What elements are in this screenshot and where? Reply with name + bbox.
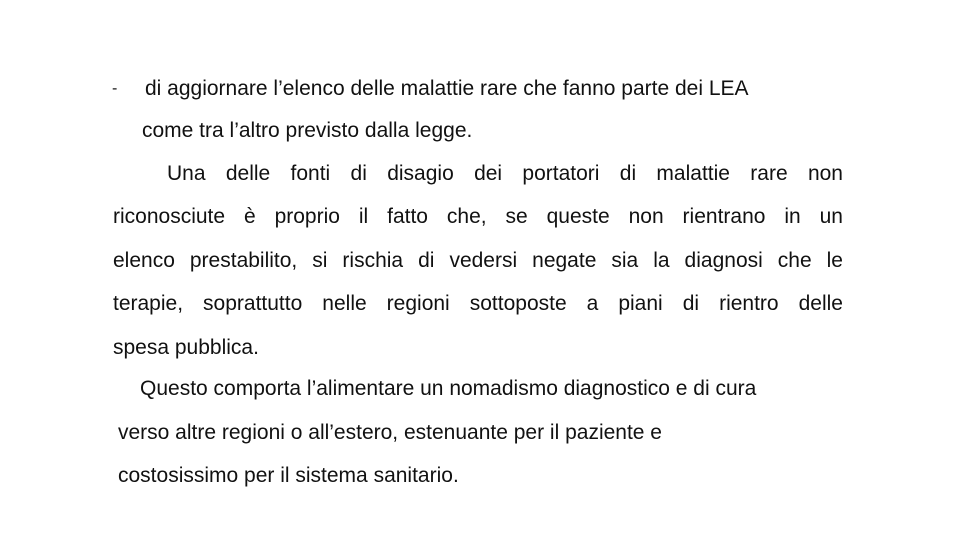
paragraph1-line-5: spesa pubblica. — [113, 336, 259, 359]
bullet-marker: - — [112, 80, 118, 97]
paragraph2-line-3: costosissimo per il sistema sanitario. — [118, 464, 459, 487]
paragraph2-line-1: Questo comporta l’alimentare un nomadismo diagnostico e di cura — [140, 377, 757, 400]
paragraph1-line-1: Una delle fonti di disagio dei portatori di malattie rare non — [167, 162, 843, 185]
paragraph1-line-3: elenco prestabilito, si rischia di vedersi negate sia la diagnosi che le — [113, 249, 843, 272]
paragraph2-line-2: verso altre regioni o all’estero, estenuante per il paziente e — [118, 421, 662, 444]
bullet-line-1: di aggiornare l’elenco delle malattie rare che fanno parte dei LEA — [145, 77, 749, 100]
bullet-line-2: come tra l’altro previsto dalla legge. — [142, 119, 473, 142]
paragraph1-line-4: terapie, soprattutto nelle regioni sottoposte a piani di rientro delle — [113, 292, 843, 315]
paragraph1-line-2: riconosciute è proprio il fatto che, se queste non rientrano in un — [113, 205, 843, 228]
